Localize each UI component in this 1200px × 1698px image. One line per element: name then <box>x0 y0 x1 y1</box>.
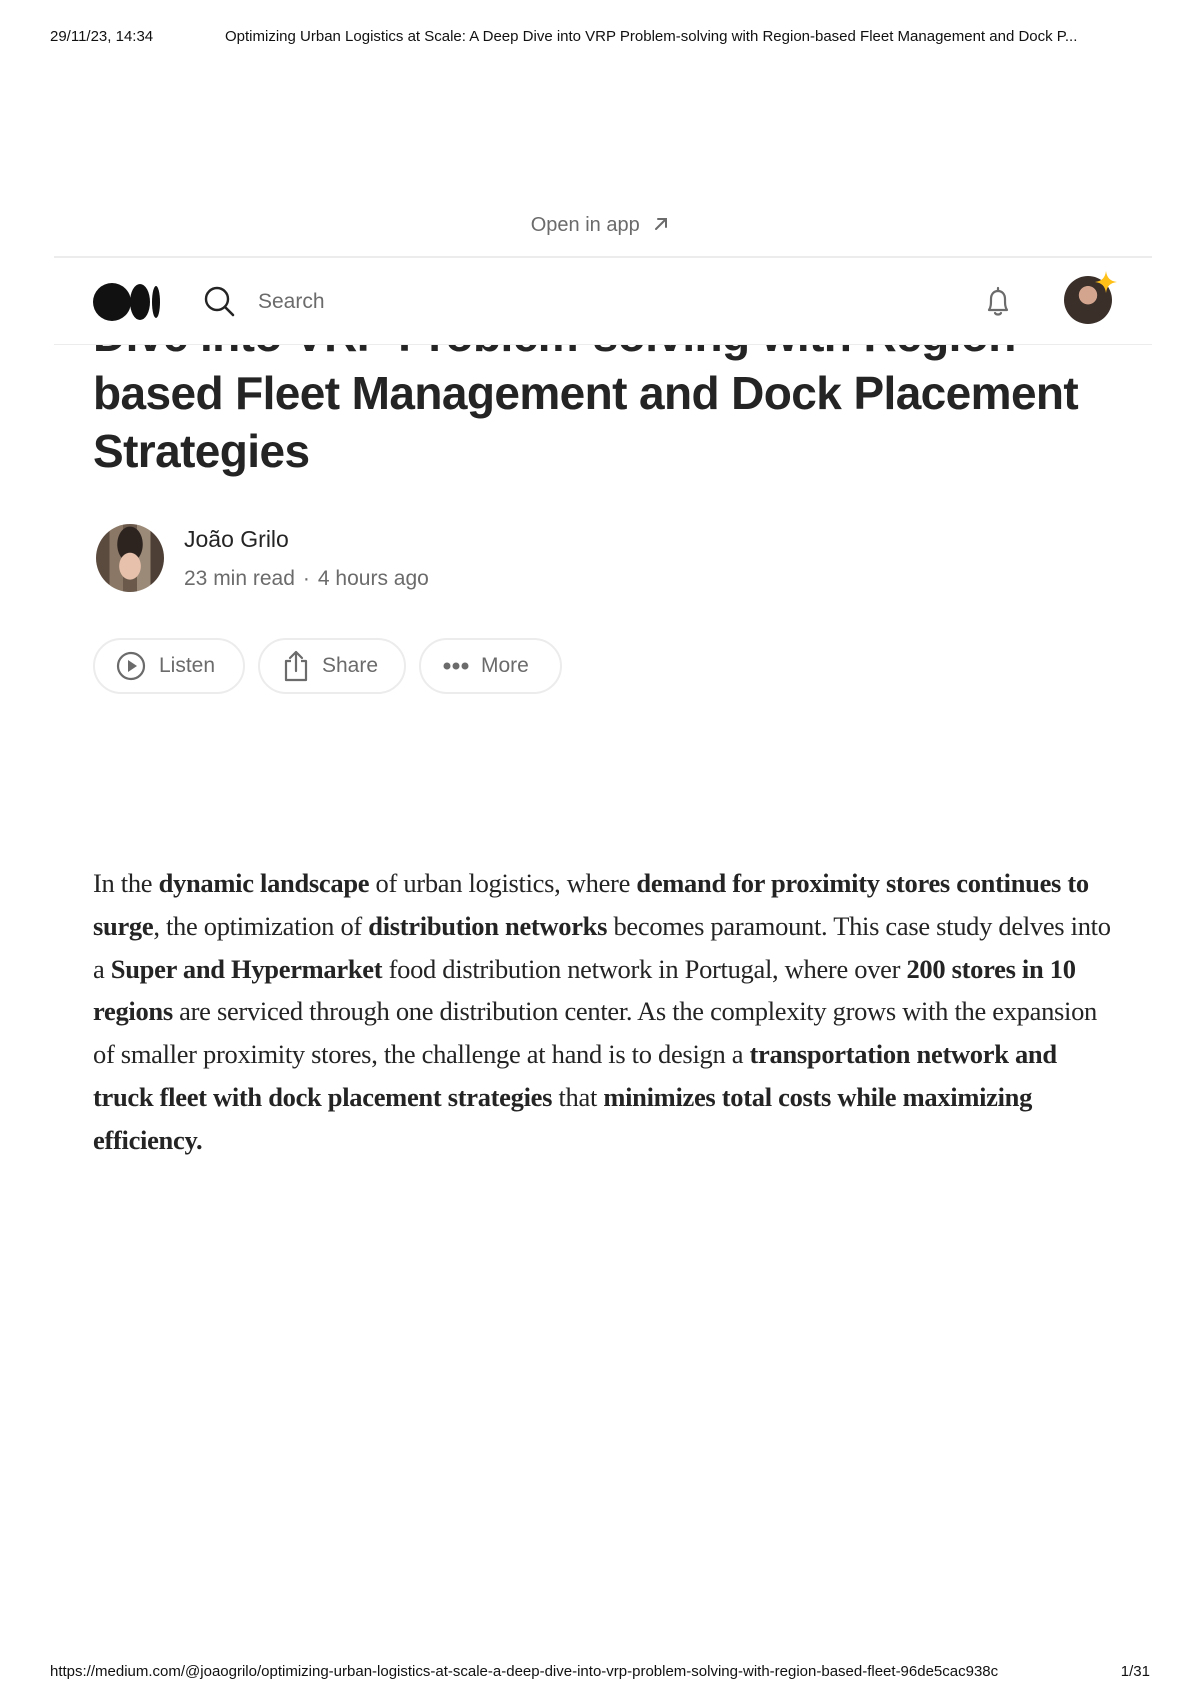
emphasis-text: distribution networks <box>368 910 608 941</box>
print-header <box>50 28 1150 48</box>
emphasis-text: 200 stores in 10 regions <box>93 953 1076 1027</box>
emphasis-text: demand for proximity stores continues to surge <box>93 868 1089 941</box>
print-document-title: Optimizing Urban Logistics at Scale: A Deep Dive into VRP Problem-solving with Region-based Fleet Management and Dock P... <box>225 28 1078 45</box>
play-circle-icon <box>115 650 147 682</box>
listen-label: Listen <box>159 654 216 677</box>
print-url: https://medium.com/@joaogrilo/optimizing-urban-logistics-at-scale-a-deep-dive-into-vrp-problem-solving-with-region-based-fleet-96de5cac938c <box>50 1663 999 1680</box>
search-input[interactable] <box>256 286 560 318</box>
author-avatar[interactable] <box>96 524 164 592</box>
listen-button[interactable] <box>93 638 245 694</box>
emphasis-text: minimizes total costs while maximizing efficiency. <box>93 1081 1033 1155</box>
topbar-divider-top <box>54 256 1152 258</box>
body-text-run: that <box>552 1081 604 1112</box>
body-text-run: food distribution network in Portugal, where over <box>382 953 907 984</box>
body-text-run: becomes paramount. This case study delves into a <box>93 910 1111 984</box>
arrow-up-right-icon <box>653 216 669 232</box>
bell-icon[interactable] <box>980 284 1016 320</box>
share-label: Share <box>322 654 379 677</box>
title-line: based Fleet Management and Dock Placement <box>93 367 1079 419</box>
open-in-app-label: Open in app <box>530 214 640 236</box>
search-icon[interactable] <box>203 285 235 317</box>
open-in-app-link[interactable] <box>0 214 1200 237</box>
emphasis-text: transportation network and truck fleet with dock placement strategies <box>93 1039 1057 1112</box>
print-datetime: 29/11/23, 14:34 <box>50 28 154 45</box>
medium-logo-icon[interactable] <box>92 282 162 322</box>
meta-separator: · <box>302 567 310 590</box>
body-text-run: , the optimization of <box>153 910 369 941</box>
article-meta <box>184 567 429 591</box>
body-text-run: In the <box>93 868 159 898</box>
more-dots-icon <box>443 661 469 671</box>
topbar <box>0 258 1200 344</box>
print-page-number: 1/31 <box>1120 1663 1150 1680</box>
article-paragraph <box>93 862 1123 1162</box>
share-icon <box>282 649 310 683</box>
emphasis-text: Super and Hypermarket <box>110 953 383 984</box>
body-text-run: of urban logistics, where <box>369 868 637 898</box>
sparkle-icon <box>1094 270 1118 294</box>
more-label: More <box>481 654 529 677</box>
read-time: 23 min read <box>184 567 295 590</box>
body-text-run: are serviced through one distribution center. As the complexity grows with the expansion of smaller proximity stores, the challenge at hand is to design a <box>93 996 1098 1070</box>
published-time: 4 hours ago <box>317 567 429 590</box>
more-button[interactable] <box>419 638 562 694</box>
emphasis-text: dynamic landscape <box>158 868 370 898</box>
title-line: Strategies <box>93 425 310 477</box>
topbar-divider-bottom <box>54 344 1152 345</box>
share-button[interactable] <box>258 638 406 694</box>
author-name[interactable]: João Grilo <box>184 526 289 552</box>
